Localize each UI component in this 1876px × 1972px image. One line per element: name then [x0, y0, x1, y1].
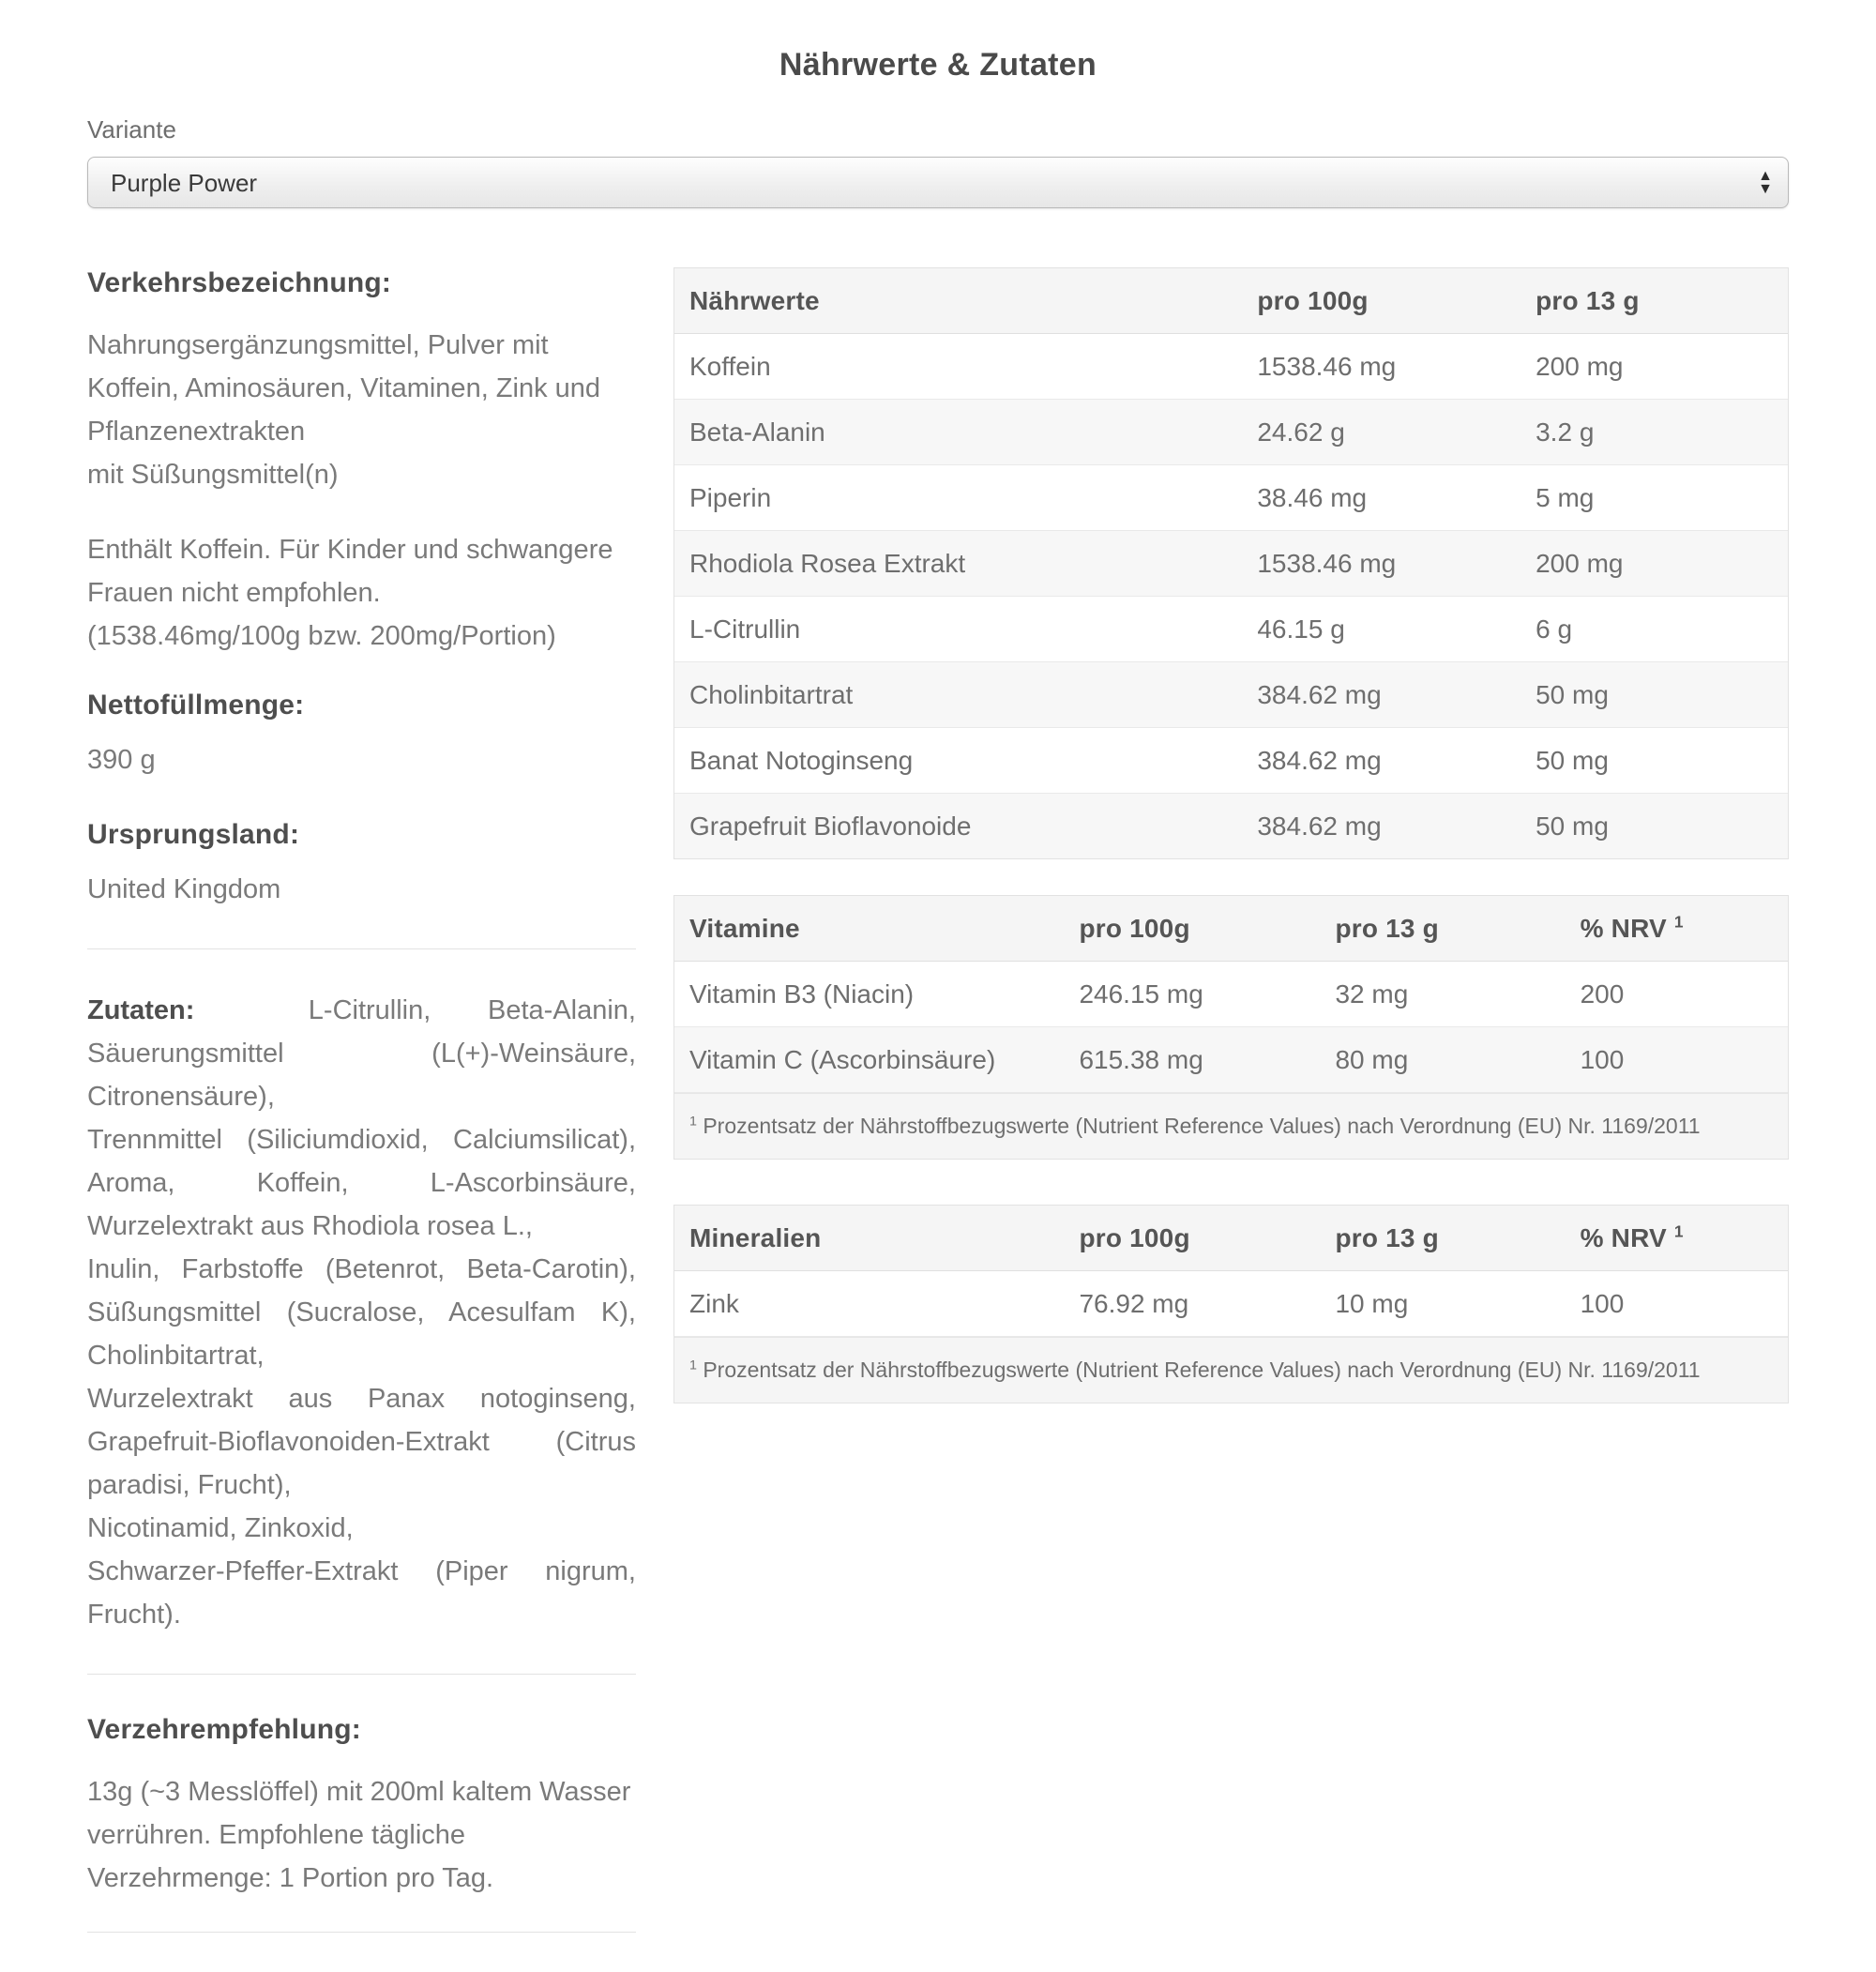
table-cell: 200 mg: [1520, 334, 1788, 400]
serving-text: 13g (~3 Messlöffel) mit 200ml kaltem Wasser verrühren. Empfohlene tägliche Verzehrmenge: 1 Portion pro Tag.: [87, 1777, 631, 1893]
minerals-table: [673, 1205, 1789, 1403]
table-cell: 246.15 mg: [1064, 962, 1320, 1027]
table-header-cell: Vitamine: [674, 896, 1064, 962]
table-cell: 100: [1566, 1271, 1788, 1337]
divider: [87, 948, 636, 949]
table-cell: 200: [1566, 962, 1788, 1027]
table-cell: 615.38 mg: [1064, 1027, 1320, 1093]
variant-select-box: [87, 157, 1789, 208]
table-cell: 1538.46 mg: [1242, 334, 1520, 400]
table-footnote: [674, 1337, 1788, 1403]
table-header-cell: Mineralien: [674, 1206, 1064, 1271]
ingredients-list: L-Citrullin, Beta-Alanin, Säuerungsmittel (L(+)-Weinsäure, Citronensäure), Trennmittel (Siliciumdioxid, Calciumsilicat), Aroma, Koffein, L-Ascorbinsäure, Wurzelextrakt aus Rhodiola rosea L., Inulin, Farbstoffe (Betenrot, Beta-Carotin), Süßungsmittel (Sucralose, Acesulfam K), Cholinbitartrat, Wurzelextrakt aus Panax notoginseng, Grapefruit-Bioflavonoiden-Extrakt (Citrus paradisi, Frucht), Nicotinamid, Zinkoxid, Schwarzer-Pfeffer-Extrakt (Piper nigrum, Frucht).: [87, 995, 636, 1630]
table-cell: 6 g: [1520, 597, 1788, 662]
table-cell: 80 mg: [1320, 1027, 1565, 1093]
table-row: [674, 728, 1788, 794]
table-row: [674, 334, 1788, 400]
table-cell: 5 mg: [1520, 465, 1788, 531]
ingredients-text: [87, 989, 636, 1636]
table-header-row: [674, 896, 1788, 962]
trade-name-heading: Verkehrsbezeichnung:: [87, 267, 392, 298]
table-cell: Zink: [674, 1271, 1064, 1337]
table-header-cell: Nährwerte: [674, 268, 1242, 334]
net-quantity-value: 390 g: [87, 745, 156, 775]
table-row: [674, 597, 1788, 662]
content-columns: [87, 267, 1789, 1972]
table-cell: 100: [1566, 1027, 1788, 1093]
table-row: [674, 962, 1788, 1027]
divider: [87, 1674, 636, 1675]
table-header-row: [674, 1206, 1788, 1271]
table-row: [674, 662, 1788, 728]
table-cell: 10 mg: [1320, 1271, 1565, 1337]
origin-value: United Kingdom: [87, 874, 281, 904]
table-header-cell: pro 100g: [1242, 268, 1520, 334]
table-row: [674, 400, 1788, 465]
trade-name-text: Nahrungsergänzungsmittel, Pulver mit Koffein, Aminosäuren, Vitaminen, Zink und Pflanzenextrakten mit Süßungsmittel(n): [87, 330, 601, 490]
table-cell: 38.46 mg: [1242, 465, 1520, 531]
caffeine-warning-text: Enthält Koffein. Für Kinder und schwangere Frauen nicht empfohlen. (1538.46mg/100g bzw. 200mg/Portion): [87, 535, 613, 651]
nutrients-table: [673, 267, 1789, 859]
table-header-cell: % NRV $^1$: [1566, 1206, 1788, 1271]
table-header-cell: pro 100g: [1064, 896, 1320, 962]
footnote-text: $^1$ Prozentsatz der Nährstoffbezugswerte (Nutrient Reference Values) nach Verordnung (EU) Nr. 1169/2011: [674, 1337, 1788, 1403]
table-row: [674, 1271, 1788, 1337]
table-cell: 50 mg: [1520, 662, 1788, 728]
table-header-row: [674, 268, 1788, 334]
net-quantity-heading: Nettofüllmenge:: [87, 690, 305, 721]
table-header-cell: % NRV $^1$: [1566, 896, 1788, 962]
table-cell: Grapefruit Bioflavonoide: [674, 794, 1242, 858]
table-cell: 50 mg: [1520, 728, 1788, 794]
table-row: [674, 794, 1788, 858]
table-row: [674, 465, 1788, 531]
table-row: [674, 1027, 1788, 1093]
table-cell: Banat Notoginseng: [674, 728, 1242, 794]
nutrition-tables-column: [673, 267, 1789, 1403]
table-cell: Rhodiola Rosea Extrakt: [674, 531, 1242, 597]
table-cell: Beta-Alanin: [674, 400, 1242, 465]
table-cell: 3.2 g: [1520, 400, 1788, 465]
vitamins-table: [673, 895, 1789, 1160]
table-cell: L-Citrullin: [674, 597, 1242, 662]
table-cell: Piperin: [674, 465, 1242, 531]
table-header-cell: pro 13 g: [1320, 1206, 1565, 1271]
table-header-cell: pro 13 g: [1520, 268, 1788, 334]
table-cell: 76.92 mg: [1064, 1271, 1320, 1337]
table-cell: Cholinbitartrat: [674, 662, 1242, 728]
table-row: [674, 531, 1788, 597]
page-title: Nährwerte & Zutaten: [779, 47, 1097, 83]
serving-heading: Verzehrempfehlung:: [87, 1714, 361, 1745]
variant-select[interactable]: [88, 158, 1788, 207]
table-cell: 200 mg: [1520, 531, 1788, 597]
ingredients-label: Zutaten:: [87, 995, 195, 1025]
table-cell: 384.62 mg: [1242, 728, 1520, 794]
table-cell: Koffein: [674, 334, 1242, 400]
table-header-cell: pro 100g: [1064, 1206, 1320, 1271]
divider: [87, 1932, 636, 1933]
table-cell: Vitamin B3 (Niacin): [674, 962, 1064, 1027]
table-footnote: [674, 1093, 1788, 1159]
origin-heading: Ursprungsland:: [87, 819, 300, 850]
table-cell: 32 mg: [1320, 962, 1565, 1027]
table-cell: 384.62 mg: [1242, 662, 1520, 728]
footnote-text: $^1$ Prozentsatz der Nährstoffbezugswerte (Nutrient Reference Values) nach Verordnung (EU) Nr. 1169/2011: [674, 1093, 1788, 1159]
table-cell: 384.62 mg: [1242, 794, 1520, 858]
product-info-column: [87, 267, 636, 1972]
table-cell: 24.62 g: [1242, 400, 1520, 465]
table-cell: Vitamin C (Ascorbinsäure): [674, 1027, 1064, 1093]
table-cell: 1538.46 mg: [1242, 531, 1520, 597]
variant-label: Variante: [87, 115, 176, 144]
table-header-cell: pro 13 g: [1320, 896, 1565, 962]
table-cell: 46.15 g: [1242, 597, 1520, 662]
select-stepper-icon: ▲ ▼: [1758, 167, 1773, 197]
table-cell: 50 mg: [1520, 794, 1788, 858]
